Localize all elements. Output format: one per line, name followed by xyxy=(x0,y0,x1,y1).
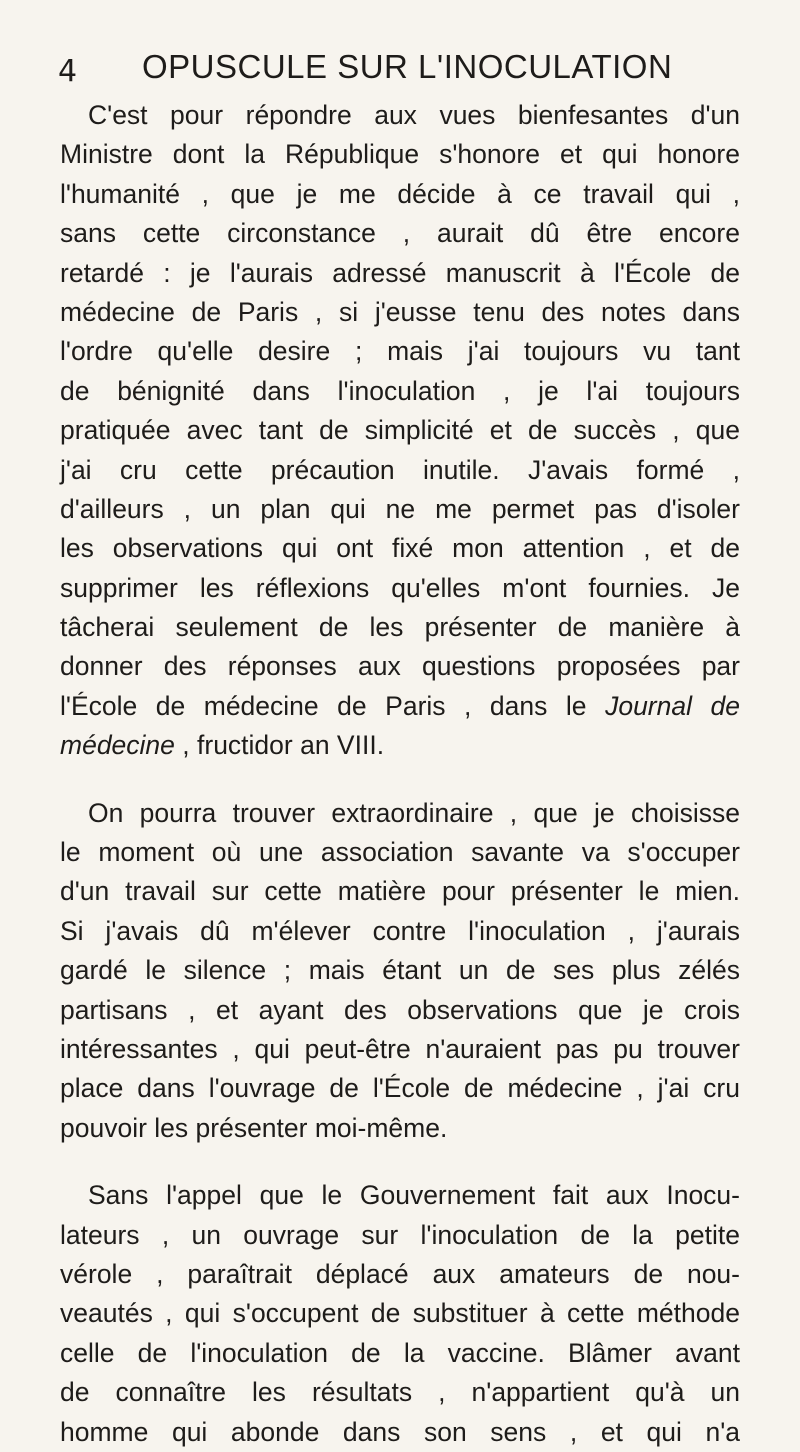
text-line-with-journal xyxy=(60,687,740,726)
text-line: de connaître les résultats , n'appartient qu'à un xyxy=(60,1377,740,1408)
text-line: veautés , qui s'occupent de substituer à cette méthode xyxy=(60,1298,740,1329)
journal-title-continued: médecine xyxy=(60,730,175,761)
text-line: vérole , paraîtrait déplacé aux amateurs de nou- xyxy=(60,1258,740,1289)
text-line: place dans l'ouvrage de l'École de médecine , j'ai cru xyxy=(60,1073,740,1104)
text-line: tâcherai seulement de les présenter de manière à xyxy=(60,612,740,643)
text-line: lateurs , un ouvrage sur l'inoculation de la petite xyxy=(60,1219,740,1250)
text-fragment: l'École de médecine de Paris , dans le xyxy=(60,690,587,721)
text-line: le moment où une association savante va s'occuper xyxy=(60,837,740,868)
text-line: sans cette circonstance , aurait dû être encore xyxy=(60,218,740,249)
text-line: l'humanité , que je me décide à ce travail qui , xyxy=(60,178,740,209)
text-line: d'ailleurs , un plan qui ne me permet pas d'isoler xyxy=(60,493,740,524)
body-text xyxy=(60,96,740,1452)
text-line: donner des réponses aux questions proposées par xyxy=(60,651,740,682)
paragraph-2 xyxy=(60,794,740,1149)
text-line: Si j'avais dû m'élever contre l'inoculation , j'aurais xyxy=(60,915,740,946)
text-line: gardé le silence ; mais étant un de ses plus zélés xyxy=(60,955,740,986)
running-title: OPUSCULE SUR L'INOCULATION xyxy=(142,48,673,85)
text-line: celle de l'inoculation de la vaccine. Blâmer avant xyxy=(60,1337,740,1368)
text-line: homme qui abonde dans son sens , et qui n'a xyxy=(60,1416,740,1447)
text-line: Ministre dont la République s'honore et qui honore xyxy=(60,139,740,170)
text-line xyxy=(60,726,740,765)
text-line: retardé : je l'aurais adressé manuscrit à l'École de xyxy=(60,257,740,288)
running-head xyxy=(58,46,738,90)
journal-title: Journal de xyxy=(605,690,740,721)
text-line: l'ordre qu'elle desire ; mais j'ai toujours vu tant xyxy=(60,336,740,367)
paragraph-3 xyxy=(60,1176,740,1452)
text-line: j'ai cru cette précaution inutile. J'avais formé , xyxy=(60,454,740,485)
paragraph-1 xyxy=(60,96,740,766)
text-line: C'est pour répondre aux vues bienfesantes d'un xyxy=(88,100,740,130)
text-fragment: , fructidor an VIII. xyxy=(182,730,385,761)
text-line: de bénignité dans l'inoculation , je l'ai toujours xyxy=(60,375,740,406)
text-line: pratiquée avec tant de simplicité et de succès , que xyxy=(60,415,740,446)
text-line: intéressantes , qui peut-être n'auraient pas pu trouver xyxy=(60,1033,740,1064)
text-line: médecine de Paris , si j'eusse tenu des notes dans xyxy=(60,296,740,327)
text-line: les observations qui ont fixé mon attention , et de xyxy=(60,533,740,564)
text-line: d'un travail sur cette matière pour présenter le mien. xyxy=(60,876,740,907)
text-line: On pourra trouver extraordinaire , que je choisisse xyxy=(88,797,740,828)
text-line: pouvoir les présenter moi-même. xyxy=(60,1112,448,1143)
text-line: supprimer les réflexions qu'elles m'ont fournies. Je xyxy=(60,572,740,603)
page-number: 4 xyxy=(58,54,78,89)
text-line: Sans l'appel que le Gouvernement fait aux Inocu- xyxy=(88,1180,740,1211)
text-line: partisans , et ayant des observations que je crois xyxy=(60,994,740,1025)
